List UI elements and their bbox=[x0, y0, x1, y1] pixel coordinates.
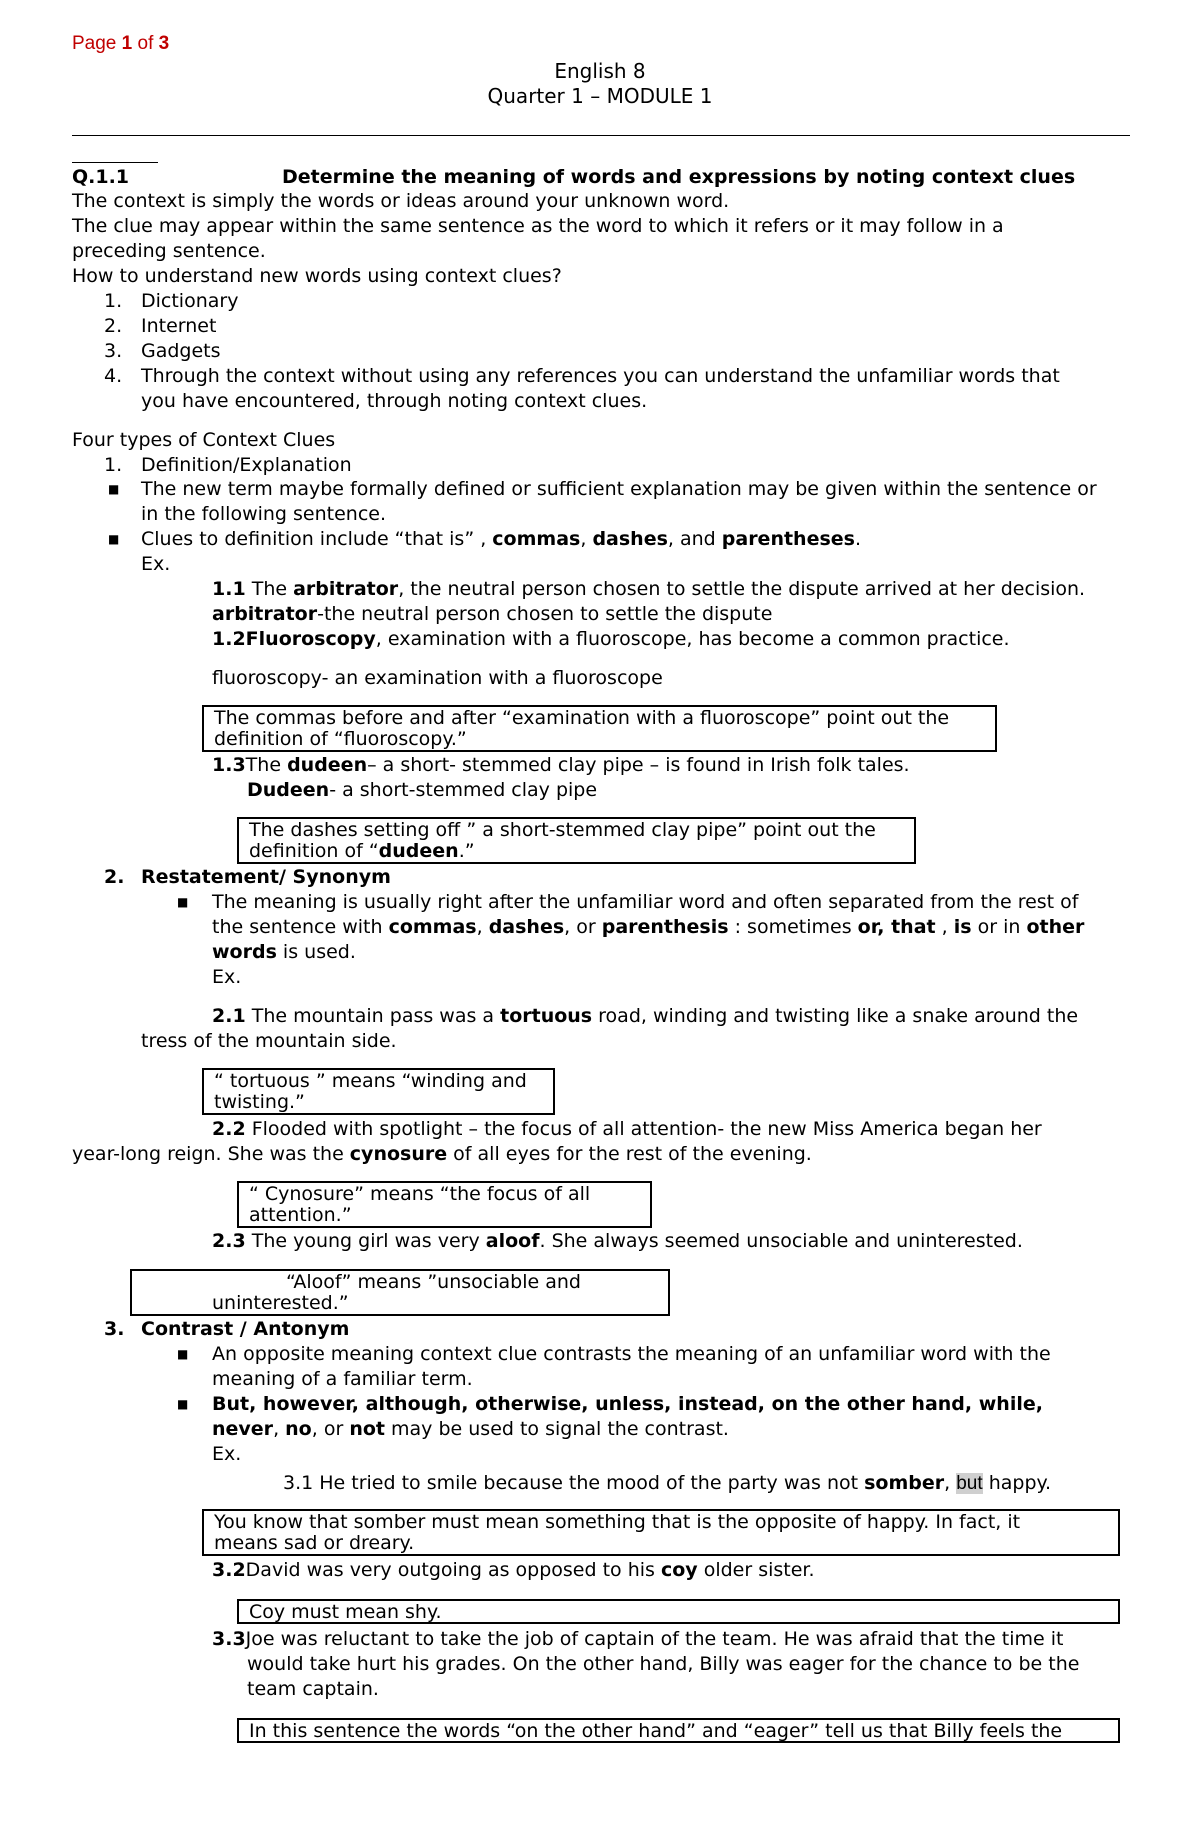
list-item: Internet bbox=[141, 315, 217, 337]
note-box: The commas before and after “examination with a fluoroscope” point out the definition of “fluoroscopy.” bbox=[202, 705, 997, 752]
type-number: 3. bbox=[104, 1318, 125, 1340]
bullet-icon: ■ bbox=[177, 1347, 189, 1361]
note-box: “ Cynosure” means “the focus of all attention.” bbox=[237, 1181, 652, 1228]
bullet-text: The meaning is usually right after the unfamiliar word and often separated from the rest of bbox=[212, 891, 1079, 913]
type-title: Restatement/ Synonym bbox=[141, 866, 391, 888]
bullet-icon: ■ bbox=[177, 895, 189, 909]
intro-line: The context is simply the words or ideas around your unknown word. bbox=[72, 190, 730, 212]
bullet-icon: ■ bbox=[108, 532, 120, 546]
bullet-icon: ■ bbox=[177, 1397, 189, 1411]
example-2-2: 2.2 Flooded with spotlight – the focus of all attention- the new Miss America began her bbox=[212, 1118, 1042, 1140]
note-box: The dashes setting off ” a short-stemmed clay pipe” point out the definition of “dudeen.” bbox=[237, 817, 916, 864]
list-number: 2. bbox=[104, 315, 123, 337]
note-box: You know that somber must mean something that is the opposite of happy. In fact, it means sad or dreary. bbox=[202, 1509, 1120, 1556]
note-box: In this sentence the words “on the other hand” and “eager” tell us that Billy feels the bbox=[237, 1718, 1120, 1743]
definition-1-1: arbitrator-the neutral person chosen to settle the dispute bbox=[212, 603, 773, 625]
example-label: Ex. bbox=[212, 1443, 242, 1465]
example-3-3-cont: team captain. bbox=[247, 1678, 379, 1700]
bullet-text: meaning of a familiar term. bbox=[212, 1368, 473, 1390]
note-box: Coy must mean shy. bbox=[237, 1599, 1120, 1624]
bullet-text: words is used. bbox=[212, 941, 356, 963]
bullet-icon: ■ bbox=[108, 482, 120, 496]
list-item: Gadgets bbox=[141, 340, 221, 362]
example-3-3: 3.3Joe was reluctant to take the job of captain of the team. He was afraid that the time it bbox=[212, 1628, 1064, 1650]
note-box: “Aloof” means ”unsociable and uninterested.” bbox=[130, 1269, 670, 1316]
highlighted-word: but bbox=[956, 1473, 983, 1494]
list-number: 3. bbox=[104, 340, 123, 362]
example-1-2: 1.2Fluoroscopy, examination with a fluoroscope, has become a common practice. bbox=[212, 628, 1010, 650]
short-rule bbox=[72, 162, 158, 163]
definition-1-2: fluoroscopy- an examination with a fluoroscope bbox=[212, 667, 663, 689]
bullet-text: But, however, although, otherwise, unless, instead, on the other hand, while, bbox=[212, 1393, 1043, 1415]
bullet-text: the sentence with commas, dashes, or parenthesis : sometimes or, that , is or in other bbox=[212, 916, 1085, 938]
doc-title: English 8 bbox=[554, 59, 646, 83]
list-item: Dictionary bbox=[141, 290, 239, 312]
example-3-1: 3.1 He tried to smile because the mood of the party was not somber, but happy. bbox=[283, 1472, 1052, 1494]
type-number: 2. bbox=[104, 866, 125, 888]
intro-line: The clue may appear within the same sentence as the word to which it refers or it may follow in a bbox=[72, 215, 1004, 237]
page-word: Page bbox=[72, 33, 117, 54]
example-2-2-cont: year-long reign. She was the cynosure of all eyes for the rest of the evening. bbox=[72, 1143, 812, 1165]
bullet-text: Clues to definition include “that is” , commas, dashes, and parentheses. bbox=[141, 528, 862, 550]
definition-1-3: Dudeen- a short-stemmed clay pipe bbox=[247, 779, 598, 801]
example-label: Ex. bbox=[212, 966, 242, 988]
list-item: Through the context without using any references you can understand the unfamiliar words that bbox=[141, 365, 1060, 387]
example-1-3: 1.3The dudeen– a short- stemmed clay pipe – is found in Irish folk tales. bbox=[212, 754, 910, 776]
bullet-text: never, no, or not may be used to signal the contrast. bbox=[212, 1418, 729, 1440]
example-label: Ex. bbox=[141, 553, 171, 575]
example-2-3: 2.3 The young girl was very aloof. She always seemed unsociable and uninterested. bbox=[212, 1230, 1023, 1252]
page-indicator bbox=[72, 32, 169, 55]
example-2-1-cont: tress of the mountain side. bbox=[141, 1030, 397, 1052]
bullet-text: An opposite meaning context clue contrasts the meaning of an unfamiliar word with the bbox=[212, 1343, 1051, 1365]
section-code: Q.1.1 bbox=[72, 166, 130, 188]
list-number: 1. bbox=[104, 290, 123, 312]
example-3-3-cont: would take hurt his grades. On the other hand, Billy was eager for the chance to be the bbox=[247, 1653, 1080, 1675]
example-1-1: 1.1 The arbitrator, the neutral person chosen to settle the dispute arrived at her decision. bbox=[212, 578, 1086, 600]
doc-subtitle: Quarter 1 – MODULE 1 bbox=[487, 84, 713, 108]
list-item-continued: you have encountered, through noting context clues. bbox=[141, 390, 648, 412]
example-2-1: 2.1 The mountain pass was a tortuous road, winding and twisting like a snake around the bbox=[212, 1005, 1079, 1027]
section-heading: Determine the meaning of words and expressions by noting context clues bbox=[282, 166, 1076, 188]
type-number: 1. bbox=[104, 454, 123, 476]
intro-line: preceding sentence. bbox=[72, 240, 266, 262]
example-3-2: 3.2David was very outgoing as opposed to his coy older sister. bbox=[212, 1559, 815, 1581]
type-title: Definition/Explanation bbox=[141, 454, 352, 476]
list-number: 4. bbox=[104, 365, 123, 387]
bullet-text: The new term maybe formally defined or sufficient explanation may be given within the sentence or bbox=[141, 478, 1097, 500]
bullet-text: in the following sentence. bbox=[141, 503, 387, 525]
header-rule bbox=[72, 135, 1130, 136]
note-box: “ tortuous ” means “winding and twisting.” bbox=[202, 1068, 555, 1115]
types-heading: Four types of Context Clues bbox=[72, 429, 336, 451]
type-title: Contrast / Antonym bbox=[141, 1318, 350, 1340]
intro-question: How to understand new words using context clues? bbox=[72, 265, 562, 287]
page-number: 1 bbox=[121, 33, 133, 54]
page-total: 3 bbox=[158, 33, 170, 54]
of-word: of bbox=[137, 33, 154, 54]
